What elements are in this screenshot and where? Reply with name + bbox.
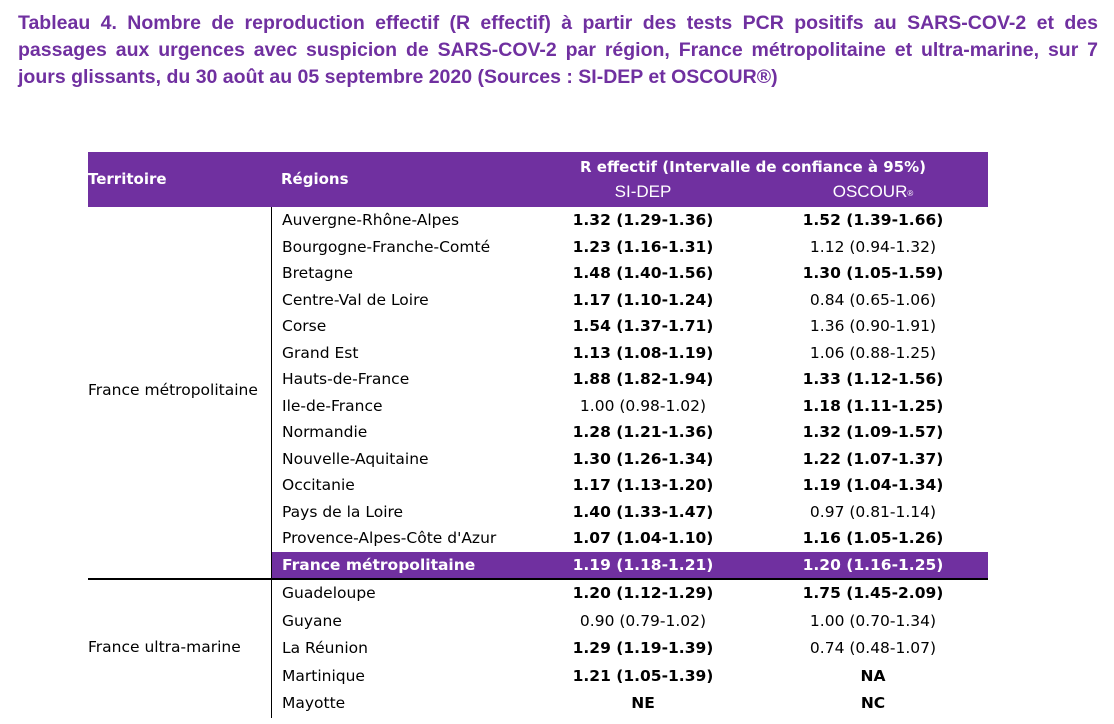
table-row xyxy=(88,313,988,340)
region-cell: Martinique xyxy=(282,666,365,685)
region-cell: Bretagne xyxy=(282,264,353,282)
table-row xyxy=(88,260,988,287)
table-row xyxy=(88,635,988,663)
region-cell: Auvergne-Rhône-Alpes xyxy=(282,211,460,229)
sidep-cell: 0.90 (0.79-1.02) xyxy=(579,611,707,630)
region-cell: Pays de la Loire xyxy=(282,502,404,521)
region-cell: Provence-Alpes-Côte d'Azur xyxy=(282,529,497,547)
region-cell: Guadeloupe xyxy=(282,584,376,602)
sidep-cell: 1.21 (1.05-1.39) xyxy=(572,666,714,685)
oscour-cell: 0.84 (0.65-1.06) xyxy=(809,290,937,309)
oscour-cell: 0.97 (0.81-1.14) xyxy=(809,502,937,521)
region-cell: Bourgogne-Franche-Comté xyxy=(282,237,491,256)
table-row xyxy=(88,340,988,367)
region-cell: Mayotte xyxy=(282,694,346,712)
header-territoire: Territoire xyxy=(88,170,167,188)
territoire-label-metro: France métropolitaine xyxy=(88,381,258,399)
sidep-cell: 1.88 (1.82-1.94) xyxy=(572,370,714,388)
table-row xyxy=(88,419,988,446)
region-cell: La Réunion xyxy=(282,639,368,657)
table-row xyxy=(88,472,988,499)
region-cell: Normandie xyxy=(282,423,368,441)
sidep-cell: 1.30 (1.26-1.34) xyxy=(572,449,714,468)
oscour-cell: 1.00 (0.70-1.34) xyxy=(809,611,937,630)
table-row xyxy=(88,580,988,608)
header-oscour xyxy=(788,182,958,202)
territoire-label-ultra: France ultra-marine xyxy=(88,638,241,656)
table-row xyxy=(88,608,988,636)
sidep-cell: 1.28 (1.21-1.36) xyxy=(572,423,714,441)
sidep-cell: 1.29 (1.19-1.39) xyxy=(572,639,714,657)
sidep-cell: 1.54 (1.37-1.71) xyxy=(572,317,714,335)
region-cell: Corse xyxy=(282,317,327,335)
region-cell: Guyane xyxy=(282,611,342,630)
total-sidep: 1.19 (1.18-1.21) xyxy=(572,555,714,574)
region-cell: Ile-de-France xyxy=(282,396,383,415)
oscour-cell: 1.32 (1.09-1.57) xyxy=(802,423,944,441)
oscour-cell: 1.36 (0.90-1.91) xyxy=(809,317,937,335)
header-regions: Régions xyxy=(281,170,349,188)
header-oscour-mark: ® xyxy=(907,189,914,198)
sidep-cell: 1.13 (1.08-1.19) xyxy=(572,343,714,362)
oscour-cell: NC xyxy=(860,694,886,712)
oscour-cell: 1.52 (1.39-1.66) xyxy=(802,211,944,229)
oscour-cell: 1.18 (1.11-1.25) xyxy=(802,396,944,415)
total-region: France métropolitaine xyxy=(282,555,476,574)
oscour-cell: 1.06 (0.88-1.25) xyxy=(809,343,937,362)
header-sidep: SI-DEP xyxy=(614,182,672,201)
header-r-effectif: R effectif (Intervalle de confiance à 95%) xyxy=(580,158,926,176)
sidep-cell: 1.17 (1.13-1.20) xyxy=(572,476,714,494)
table-row xyxy=(88,690,988,718)
sidep-cell: 1.07 (1.04-1.10) xyxy=(572,529,714,547)
table-row xyxy=(88,446,988,473)
oscour-cell: 1.75 (1.45-2.09) xyxy=(802,584,944,602)
metro-section xyxy=(88,207,988,578)
region-cell: Hauts-de-France xyxy=(282,370,410,388)
oscour-cell: 1.19 (1.04-1.34) xyxy=(802,476,944,494)
sidep-cell: 1.00 (0.98-1.02) xyxy=(579,396,707,415)
sidep-cell: 1.32 (1.29-1.36) xyxy=(572,211,714,229)
sidep-cell: 1.17 (1.10-1.24) xyxy=(572,290,714,309)
table-row xyxy=(88,366,988,393)
sidep-cell: 1.23 (1.16-1.31) xyxy=(572,237,714,256)
region-cell: Centre-Val de Loire xyxy=(282,290,429,309)
total-row-metro xyxy=(272,552,988,579)
oscour-cell: 0.74 (0.48-1.07) xyxy=(809,639,937,657)
header-oscour-label: OSCOUR xyxy=(832,182,908,201)
table-row xyxy=(88,207,988,234)
table-row xyxy=(88,499,988,526)
table-row xyxy=(88,525,988,552)
table-caption: Tableau 4. Nombre de reproduction effectif (R effectif) à partir des tests PCR positifs au SARS-COV-2 et des passages aux urgences avec suspicion de SARS-COV-2 par région, France métropolitaine et ultra-marine, sur 7 jours glissants, du 30 août au 05 septembre 2020 (Sources : SI-DEP et OSCOUR®) xyxy=(18,12,1098,88)
oscour-cell: 1.12 (0.94-1.32) xyxy=(809,237,937,256)
table-row xyxy=(88,393,988,420)
ultra-section xyxy=(88,578,988,718)
sidep-cell: NE xyxy=(631,694,655,712)
region-cell: Occitanie xyxy=(282,476,355,494)
region-cell: Nouvelle-Aquitaine xyxy=(282,449,429,468)
oscour-cell: 1.30 (1.05-1.59) xyxy=(802,264,944,282)
oscour-cell: 1.16 (1.05-1.26) xyxy=(802,529,944,547)
total-oscour: 1.20 (1.16-1.25) xyxy=(802,555,944,574)
r-effectif-table xyxy=(88,152,988,718)
sidep-cell: 1.20 (1.12-1.29) xyxy=(572,584,714,602)
region-cell: Grand Est xyxy=(282,343,359,362)
table-row xyxy=(88,287,988,314)
table-row xyxy=(88,234,988,261)
oscour-cell: 1.22 (1.07-1.37) xyxy=(802,449,944,468)
oscour-cell: 1.33 (1.12-1.56) xyxy=(802,370,944,388)
sidep-cell: 1.48 (1.40-1.56) xyxy=(572,264,714,282)
oscour-cell: NA xyxy=(860,666,886,685)
sidep-cell: 1.40 (1.33-1.47) xyxy=(572,502,714,521)
table-row xyxy=(88,663,988,691)
table-header xyxy=(88,152,988,207)
